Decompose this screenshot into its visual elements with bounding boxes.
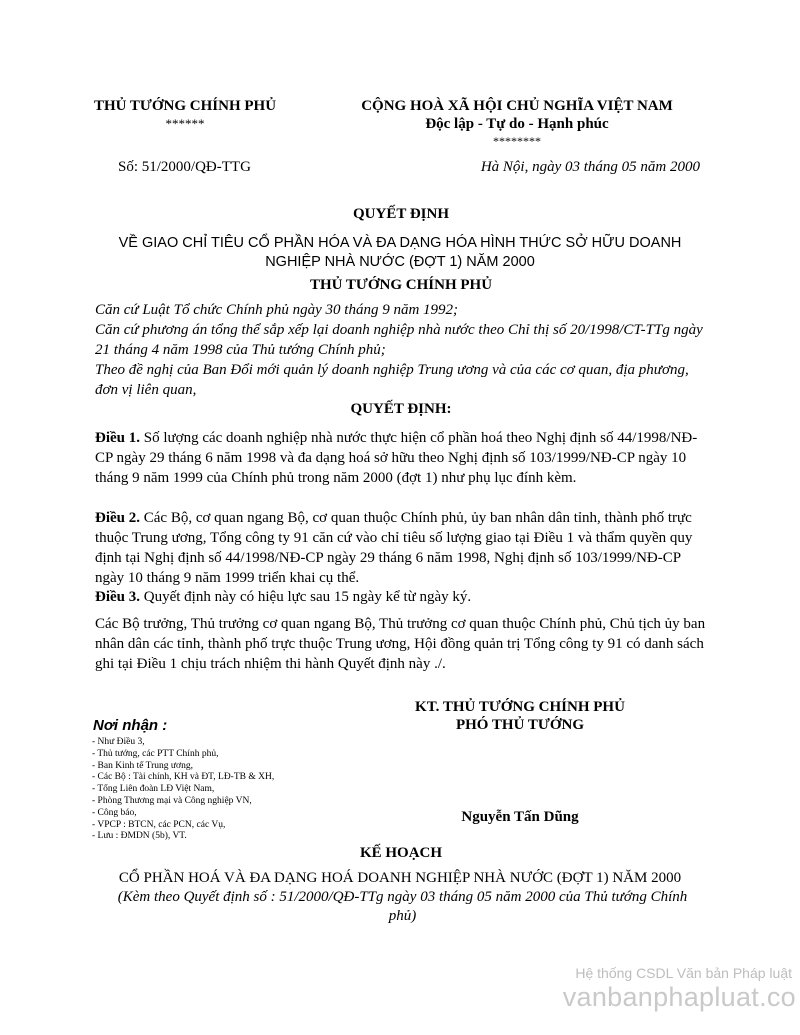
document-number: Số: 51/2000/QĐ-TTG bbox=[118, 159, 251, 175]
subject-title bbox=[80, 234, 720, 272]
signature-position: PHÓ THỦ TƯỚNG bbox=[455, 717, 585, 733]
list-item: - Ban Kinh tế Trung ương, bbox=[92, 760, 193, 771]
list-item: - Lưu : ĐMDN (5b), VT. bbox=[92, 831, 187, 842]
decision-heading: QUYẾT ĐỊNH: bbox=[350, 401, 452, 417]
preamble bbox=[95, 300, 707, 400]
national-motto: Độc lập - Tự do - Hạnh phúc bbox=[425, 116, 609, 132]
article-3 bbox=[95, 587, 707, 607]
issuer-name: THỦ TƯỚNG CHÍNH PHỦ bbox=[93, 98, 277, 114]
preamble-line-1: Căn cứ Luật Tổ chức Chính phủ ngày 30 tháng 9 năm 1992; bbox=[95, 302, 459, 318]
list-item: - VPCP : BTCN, các PCN, các Vụ, bbox=[92, 819, 226, 830]
article-1-text: Số lượng các doanh nghiệp nhà nước thực hiện cổ phần hoá theo Nghị định số 44/1998/NĐ-CP ngày 29 tháng 6 năm 1998 và đa dạng hoá sở hữu theo Nghị định số 103/1999/NĐ-CP ngày 10 tháng 9 năm 1999 của Chính phủ trong năm 2000 (đợt 1) như phụ lục đính kèm. bbox=[95, 430, 698, 486]
plan-heading: KẾ HOẠCH bbox=[359, 845, 443, 861]
nation-name: CỘNG HOÀ XÃ HỘI CHỦ NGHĨA VIỆT NAM bbox=[361, 98, 673, 114]
list-item: - Tổng Liên đoàn LĐ Việt Nam, bbox=[92, 784, 215, 795]
list-item: - Thủ tướng, các PTT Chính phủ, bbox=[92, 748, 219, 759]
motto-stars: ******** bbox=[493, 134, 541, 148]
article-2-label: Điều 2. bbox=[95, 510, 140, 526]
preamble-line-3: Theo đề nghị của Ban Đổi mới quản lý doanh nghiệp Trung ương và của các cơ quan, địa phương, đơn vị liên quan, bbox=[95, 362, 689, 398]
list-item: - Công báo, bbox=[92, 807, 137, 818]
article-1-label: Điều 1. bbox=[95, 430, 140, 446]
recipients-list bbox=[92, 737, 274, 843]
watermark-site: vanbanphapluat.co bbox=[562, 982, 796, 1012]
closing-paragraph: Các Bộ trưởng, Thủ trưởng cơ quan ngang Bộ, Thủ trưởng cơ quan thuộc Chính phủ, Chủ tịch ủy ban nhân dân các tỉnh, thành phố trực thuộc Trung ương, Hội đồng quản trị Tổng công ty 91 có danh sách ghi tại Điều 1 chịu trách nhiệm thi hành Quyết định này ./. bbox=[95, 616, 706, 672]
issuer-stars: ****** bbox=[165, 116, 205, 131]
article-3-text: Quyết định này có hiệu lực sau 15 ngày kể từ ngày ký. bbox=[140, 589, 472, 605]
plan-title: CỔ PHẦN HOÁ VÀ ĐA DẠNG HOÁ DOANH NGHIỆP NHÀ NƯỚC (ĐỢT 1) NĂM 2000 bbox=[118, 870, 682, 886]
plan-subtitle: (Kèm theo Quyết định số : 51/2000/QĐ-TTg ngày 03 tháng 05 năm 2000 của Thủ tướng Chính phủ) bbox=[117, 889, 688, 924]
article-2-text: Các Bộ, cơ quan ngang Bộ, cơ quan thuộc Chính phủ, ủy ban nhân dân tỉnh, thành phố trực thuộc Trung ương, Tổng công ty 91 căn cứ vào chỉ tiêu số lượng giao tại Điều 1 và thẩm quyền quy định tại Nghị định số 44/1998/NĐ-CP ngày 29 tháng 6 năm 1998, Nghị định số 103/1999/NĐ-CP ngày 10 tháng 9 năm 1999 triển khai cụ thể. bbox=[95, 510, 693, 586]
place-date: Hà Nội, ngày 03 tháng 05 năm 2000 bbox=[480, 159, 700, 175]
watermark-caption: Hệ thống CSDL Văn bản Pháp luật bbox=[575, 965, 792, 981]
article-1 bbox=[95, 428, 707, 488]
signer-name: Nguyễn Tấn Dũng bbox=[461, 809, 579, 825]
doc-type-title: QUYẾT ĐỊNH bbox=[353, 206, 449, 222]
list-item: - Phòng Thương mại và Công nghiệp VN, bbox=[92, 795, 252, 806]
article-2 bbox=[95, 508, 707, 588]
subject-line-1: VỀ GIAO CHỈ TIÊU CỔ PHẦN HÓA VÀ ĐA DẠNG HÓA HÌNH THỨC SỞ HỮU DOANH bbox=[118, 235, 682, 251]
signature-title: KT. THỦ TƯỚNG CHÍNH PHỦ bbox=[415, 699, 625, 715]
recipients-heading: Nơi nhận : bbox=[93, 717, 168, 734]
preamble-line-2: Căn cứ phương án tổng thể sắp xếp lại doanh nghiệp nhà nước theo Chỉ thị số 20/1998/CT-TTg ngày 21 tháng 4 năm 1998 của Thủ tướng Chính phủ; bbox=[95, 322, 703, 358]
article-3-label: Điều 3. bbox=[95, 589, 140, 605]
list-item: - Như Điều 3, bbox=[92, 737, 145, 747]
subject-line-2: NGHIỆP NHÀ NƯỚC (ĐỢT 1) NĂM 2000 bbox=[265, 254, 535, 270]
list-item: - Các Bộ : Tài chính, KH và ĐT, LĐ-TB & XH, bbox=[92, 772, 275, 783]
authority-title: THỦ TƯỚNG CHÍNH PHỦ bbox=[309, 277, 493, 293]
